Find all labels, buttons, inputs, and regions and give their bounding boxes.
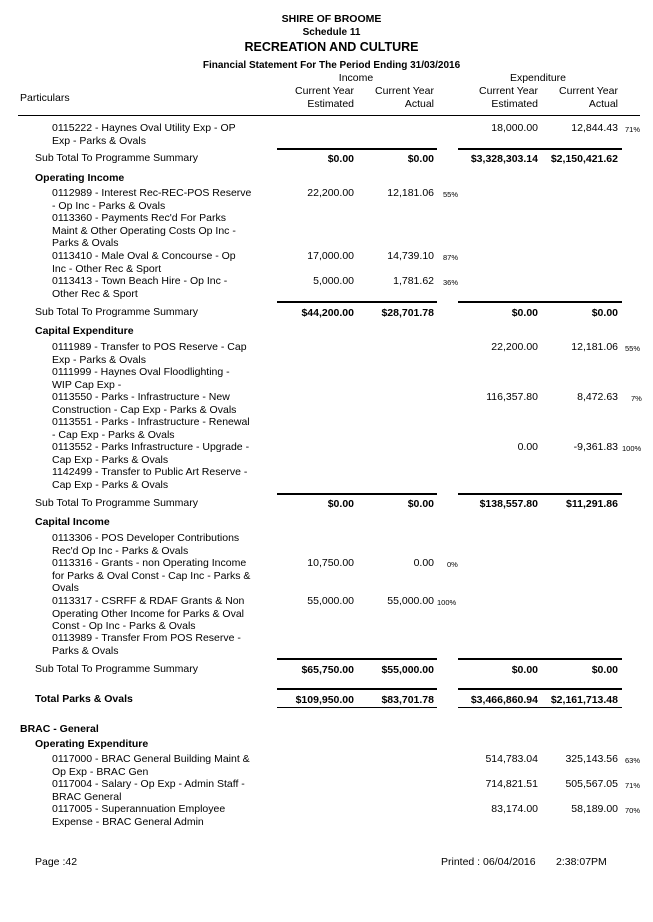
line-item-desc: 0117004 - Salary - Op Exp - Admin Staff - BRAC General xyxy=(52,778,245,803)
subtotal-label: Sub Total To Programme Summary xyxy=(35,663,199,675)
section-heading: Capital Expenditure xyxy=(35,325,134,337)
inc-act-value: 0.00 xyxy=(413,557,434,569)
inc-est-subtotal: $0.00 xyxy=(327,498,354,510)
inc-act-value: 55,000.00 xyxy=(387,595,434,607)
exp-pct-value: 71% xyxy=(625,781,641,790)
inc-est-value: 10,750.00 xyxy=(307,557,354,569)
inc-est-subtotal: $65,750.00 xyxy=(301,664,354,676)
inc-est-subtotal: $44,200.00 xyxy=(301,307,354,319)
page-title: RECREATION AND CULTURE xyxy=(244,40,419,54)
exp-pct-value: 7% xyxy=(631,394,642,403)
inc-act-value: 12,181.06 xyxy=(387,187,434,199)
inc-act-heading-2: Actual xyxy=(404,98,434,110)
line-item-desc: 0112989 - Interest Rec-REC-POS Reserve - Op Inc - Parks & Ovals xyxy=(52,187,252,212)
line-item-desc: 0113551 - Parks - Infrastructure - Renewal - Cap Exp - Parks & Ovals xyxy=(52,416,250,441)
exp-est-value: 714,821.51 xyxy=(485,778,538,790)
subtotal-label: Sub Total To Programme Summary xyxy=(35,497,199,509)
group-heading: BRAC - General xyxy=(20,723,99,735)
exp-est-value: 116,357.80 xyxy=(486,391,538,403)
inc-pct-value: 55% xyxy=(443,190,459,199)
inc-pct-value: 0% xyxy=(447,560,458,569)
org-name: SHIRE OF BROOME xyxy=(281,13,382,25)
inc-act-subtotal: $0.00 xyxy=(407,153,434,165)
exp-total-rule xyxy=(458,688,622,690)
line-item-desc: 0113306 - POS Developer Contributions Rec'd Op Inc - Parks & Ovals xyxy=(52,532,240,557)
exp-est-heading-1: Current Year xyxy=(479,85,538,97)
inc-est-value: 55,000.00 xyxy=(307,595,354,607)
exp-est-total: $3,466,860.94 xyxy=(470,694,538,706)
statement-subtitle: Financial Statement For The Period Ending 31/03/2016 xyxy=(202,60,461,71)
exp-act-total: $2,161,713.48 xyxy=(550,694,618,706)
printed-date: Printed : 06/04/2016 xyxy=(441,856,536,868)
exp-act-value: 58,189.00 xyxy=(571,803,618,815)
line-item-desc: 0113550 - Parks - Infrastructure - New Construction - Cap Exp - Parks & Ovals xyxy=(52,391,237,416)
exp-subtotal-rule xyxy=(458,301,622,303)
section-heading: Operating Expenditure xyxy=(35,738,149,750)
exp-est-value: 514,783.04 xyxy=(485,753,538,765)
inc-est-subtotal: $0.00 xyxy=(327,153,354,165)
section-heading: Capital Income xyxy=(35,516,110,528)
exp-total-underline xyxy=(458,707,622,708)
exp-est-value: 83,174.00 xyxy=(491,803,538,815)
exp-subtotal-rule xyxy=(458,658,622,660)
inc-pct-value: 36% xyxy=(443,278,459,287)
header-rule xyxy=(18,115,640,116)
exp-est-subtotal: $3,328,303.14 xyxy=(470,153,538,165)
exp-act-heading-1: Current Year xyxy=(559,85,618,97)
exp-est-heading-2: Estimated xyxy=(491,98,538,110)
income-subtotal-rule xyxy=(277,148,437,150)
line-item-desc: 0113317 - CSRFF & RDAF Grants & Non Operating Other Income for Parks & Oval Const - Op Inc - Parks & Ovals xyxy=(52,595,245,633)
schedule-label: Schedule 11 xyxy=(302,27,361,38)
exp-est-subtotal: $0.00 xyxy=(511,664,538,676)
inc-act-value: 14,739.10 xyxy=(387,250,434,262)
page-number: Page :42 xyxy=(35,856,78,868)
exp-pct-value: 100% xyxy=(622,444,642,453)
inc-pct-value: 87% xyxy=(443,253,459,262)
inc-act-heading-1: Current Year xyxy=(375,85,434,97)
exp-est-value: 18,000.00 xyxy=(491,122,538,134)
income-subtotal-rule xyxy=(277,493,437,495)
exp-pct-value: 70% xyxy=(625,806,641,815)
line-item-desc: 0113360 - Payments Rec'd For Parks Maint & Other Operating Costs Op Inc - Parks & Ovals xyxy=(52,212,236,250)
inc-est-value: 5,000.00 xyxy=(313,275,354,287)
line-item-desc: 0113410 - Male Oval & Concourse - Op Inc - Other Rec & Sport xyxy=(52,250,236,275)
inc-pct-value: 100% xyxy=(437,598,457,607)
line-item-desc: 0113413 - Town Beach Hire - Op Inc - Other Rec & Sport xyxy=(52,275,228,300)
particulars-heading: Particulars xyxy=(20,92,70,104)
line-item-desc: 1142499 - Transfer to Public Art Reserve - Cap Exp - Parks & Ovals xyxy=(52,466,248,491)
line-item-desc: 0111999 - Haynes Oval Floodlighting - WIP Cap Exp - xyxy=(52,366,230,391)
exp-act-value: 325,143.56 xyxy=(565,753,618,765)
exp-act-value: 505,567.05 xyxy=(565,778,618,790)
exp-act-value: 12,844.43 xyxy=(571,122,618,134)
exp-act-subtotal: $11,291.86 xyxy=(566,498,618,510)
exp-subtotal-rule xyxy=(458,148,622,150)
inc-act-value: 1,781.62 xyxy=(393,275,434,287)
exp-subtotal-rule xyxy=(458,493,622,495)
inc-act-subtotal: $28,701.78 xyxy=(381,307,434,319)
exp-est-subtotal: $0.00 xyxy=(511,307,538,319)
inc-act-subtotal: $0.00 xyxy=(407,498,434,510)
income-total-rule xyxy=(277,688,437,690)
income-subtotal-rule xyxy=(277,658,437,660)
inc-est-value: 22,200.00 xyxy=(307,187,354,199)
inc-act-subtotal: $55,000.00 xyxy=(381,664,434,676)
exp-pct-value: 63% xyxy=(625,756,641,765)
inc-est-heading-2: Estimated xyxy=(307,98,354,110)
exp-est-value: 22,200.00 xyxy=(491,341,538,353)
line-item-desc: 0117005 - Superannuation Employee Expense - BRAC General Admin xyxy=(52,803,226,828)
exp-act-value: 12,181.06 xyxy=(571,341,618,353)
line-item-desc: 0113989 - Transfer From POS Reserve - Parks & Ovals xyxy=(52,632,241,657)
exp-est-value: 0.00 xyxy=(517,441,538,453)
line-item-desc: 0117000 - BRAC General Building Maint & Op Exp - BRAC Gen xyxy=(52,753,250,778)
income-total-underline xyxy=(277,707,437,708)
subtotal-label: Sub Total To Programme Summary xyxy=(35,152,199,164)
exp-act-subtotal: $2,150,421.62 xyxy=(550,153,618,165)
total-label: Total Parks & Ovals xyxy=(35,693,133,705)
exp-act-subtotal: $0.00 xyxy=(591,664,618,676)
exp-act-value: -9,361.83 xyxy=(573,441,618,453)
expenditure-heading: Expenditure xyxy=(509,72,567,84)
inc-est-total: $109,950.00 xyxy=(295,694,354,706)
inc-est-value: 17,000.00 xyxy=(307,250,354,262)
line-item-desc: 0113316 - Grants - non Operating Income for Parks & Oval Const - Cap Inc - Parks & Ovals xyxy=(52,557,251,595)
income-heading: Income xyxy=(338,72,374,84)
printed-time: 2:38:07PM xyxy=(556,856,607,868)
inc-est-heading-1: Current Year xyxy=(295,85,354,97)
exp-est-subtotal: $138,557.80 xyxy=(479,498,538,510)
exp-pct-value: 71% xyxy=(625,125,641,134)
income-subtotal-rule xyxy=(277,301,437,303)
exp-act-subtotal: $0.00 xyxy=(591,307,618,319)
exp-act-value: 8,472.63 xyxy=(577,391,618,403)
line-item-desc: 0111989 - Transfer to POS Reserve - Cap Exp - Parks & Ovals xyxy=(52,341,247,366)
line-item-desc: 0115222 - Haynes Oval Utility Exp - OP Exp - Parks & Ovals xyxy=(52,122,236,147)
exp-act-heading-2: Actual xyxy=(588,98,618,110)
subtotal-label: Sub Total To Programme Summary xyxy=(35,306,199,318)
inc-act-total: $83,701.78 xyxy=(381,694,434,706)
line-item-desc: 0113552 - Parks Infrastructure - Upgrade - Cap Exp - Parks & Ovals xyxy=(52,441,250,466)
exp-pct-value: 55% xyxy=(625,344,641,353)
section-heading: Operating Income xyxy=(35,172,125,184)
